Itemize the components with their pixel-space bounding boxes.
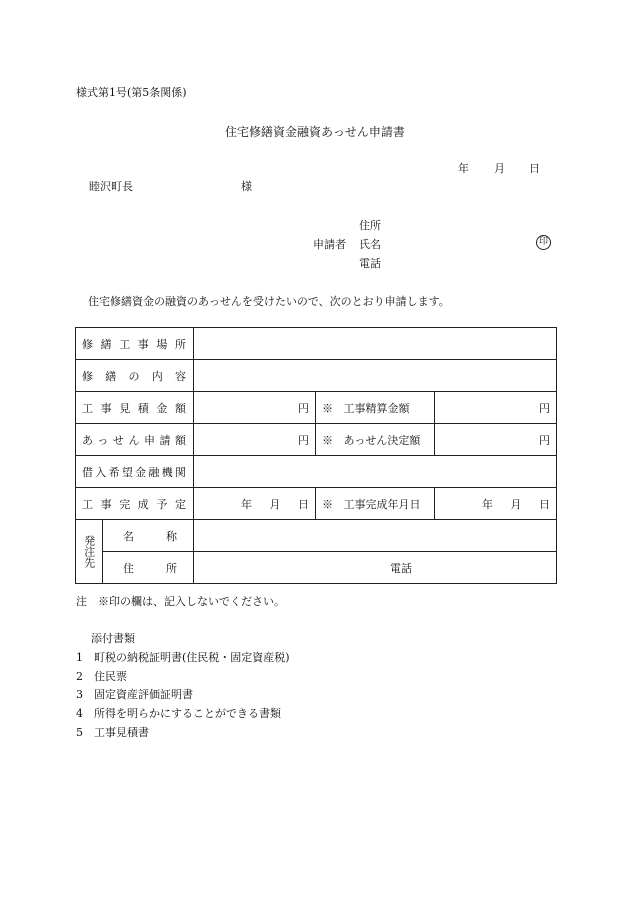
attachment-item: 3 固定資産評価証明書 — [76, 688, 193, 701]
attachment-item: 5 工事見積書 — [76, 726, 149, 739]
honorific: 様 — [241, 180, 252, 193]
office-use-mark: ※ — [322, 433, 333, 447]
attachments-heading: 添付書類 — [91, 632, 135, 645]
completion-date-field[interactable] — [435, 488, 557, 520]
form-number: 様式第1号(第5条関係) — [76, 86, 187, 99]
estimate-label: 工事見積金額 — [82, 401, 186, 415]
estimate-field[interactable] — [194, 392, 316, 424]
day-unit: 日 — [539, 497, 551, 511]
attachment-item: 4 所得を明らかにすることができる書類 — [76, 707, 281, 720]
repair-content-label: 修繕の内容 — [82, 369, 186, 383]
seal-icon: 印 — [536, 235, 551, 250]
office-use-mark: ※ — [322, 497, 333, 511]
date-year-label: 年 — [458, 162, 469, 175]
yen-unit: 円 — [539, 433, 551, 447]
completion-plan-label: 工事完成予定 — [82, 497, 186, 511]
contractor-label: 発注先 — [76, 520, 103, 584]
decided-amount-label: あっせん決定額 — [343, 433, 421, 447]
year-unit: 年 — [241, 497, 253, 511]
table-row-completion — [76, 488, 557, 520]
phone-label: 電話 — [359, 257, 381, 270]
office-use-mark: ※ — [322, 401, 333, 415]
table-row-contractor-address — [76, 552, 557, 584]
intro-text: 住宅修繕資金の融資のあっせんを受けたいので、次のとおり申請します。 — [88, 295, 450, 308]
repair-content-field[interactable] — [194, 360, 557, 392]
date-day-label: 日 — [529, 162, 540, 175]
table-row-repair-site — [76, 328, 557, 360]
application-table — [75, 327, 557, 584]
requested-amount-label: あっせん申請額 — [82, 433, 186, 447]
lender-field[interactable] — [194, 456, 557, 488]
applicant-label: 申請者 — [313, 238, 346, 251]
completion-plan-field[interactable] — [194, 488, 316, 520]
yen-unit: 円 — [539, 401, 551, 415]
document-title: 住宅修繕資金融資あっせん申請書 — [225, 125, 405, 139]
contractor-address-label: 住所 — [123, 561, 177, 575]
table-row-repair-content — [76, 360, 557, 392]
decided-amount-field[interactable] — [435, 424, 557, 456]
date-month-label: 月 — [494, 162, 505, 175]
contractor-name-label: 名称 — [123, 529, 177, 543]
lender-label: 借入希望金融機関 — [82, 465, 186, 479]
attachment-item: 2 住民票 — [76, 670, 127, 683]
contractor-name-field[interactable] — [194, 520, 557, 552]
name-label: 氏名 — [359, 238, 381, 251]
contractor-address-field[interactable] — [194, 552, 557, 584]
requested-amount-field[interactable] — [194, 424, 316, 456]
settled-amount-label: 工事精算金額 — [343, 401, 410, 415]
addressee: 睦沢町長 — [89, 180, 133, 193]
day-unit: 日 — [298, 497, 309, 511]
table-row-estimate — [76, 392, 557, 424]
repair-site-label: 修繕工事場所 — [82, 337, 186, 351]
attachment-item: 1 町税の納税証明書(住民税・固定資産税) — [76, 651, 290, 664]
month-unit: 月 — [269, 497, 281, 511]
table-row-requested — [76, 424, 557, 456]
contractor-phone-label: 電話 — [390, 561, 412, 575]
repair-site-field[interactable] — [194, 328, 557, 360]
year-unit: 年 — [482, 497, 494, 511]
month-unit: 月 — [510, 497, 522, 511]
yen-unit: 円 — [298, 401, 309, 415]
yen-unit: 円 — [298, 433, 309, 447]
completion-date-label: 工事完成年月日 — [343, 497, 421, 511]
settled-amount-field[interactable] — [435, 392, 557, 424]
note-text: 注 ※印の欄は、記入しないでください。 — [76, 595, 285, 608]
table-row-contractor-name — [76, 520, 557, 552]
address-label: 住所 — [359, 219, 381, 232]
table-row-lender — [76, 456, 557, 488]
